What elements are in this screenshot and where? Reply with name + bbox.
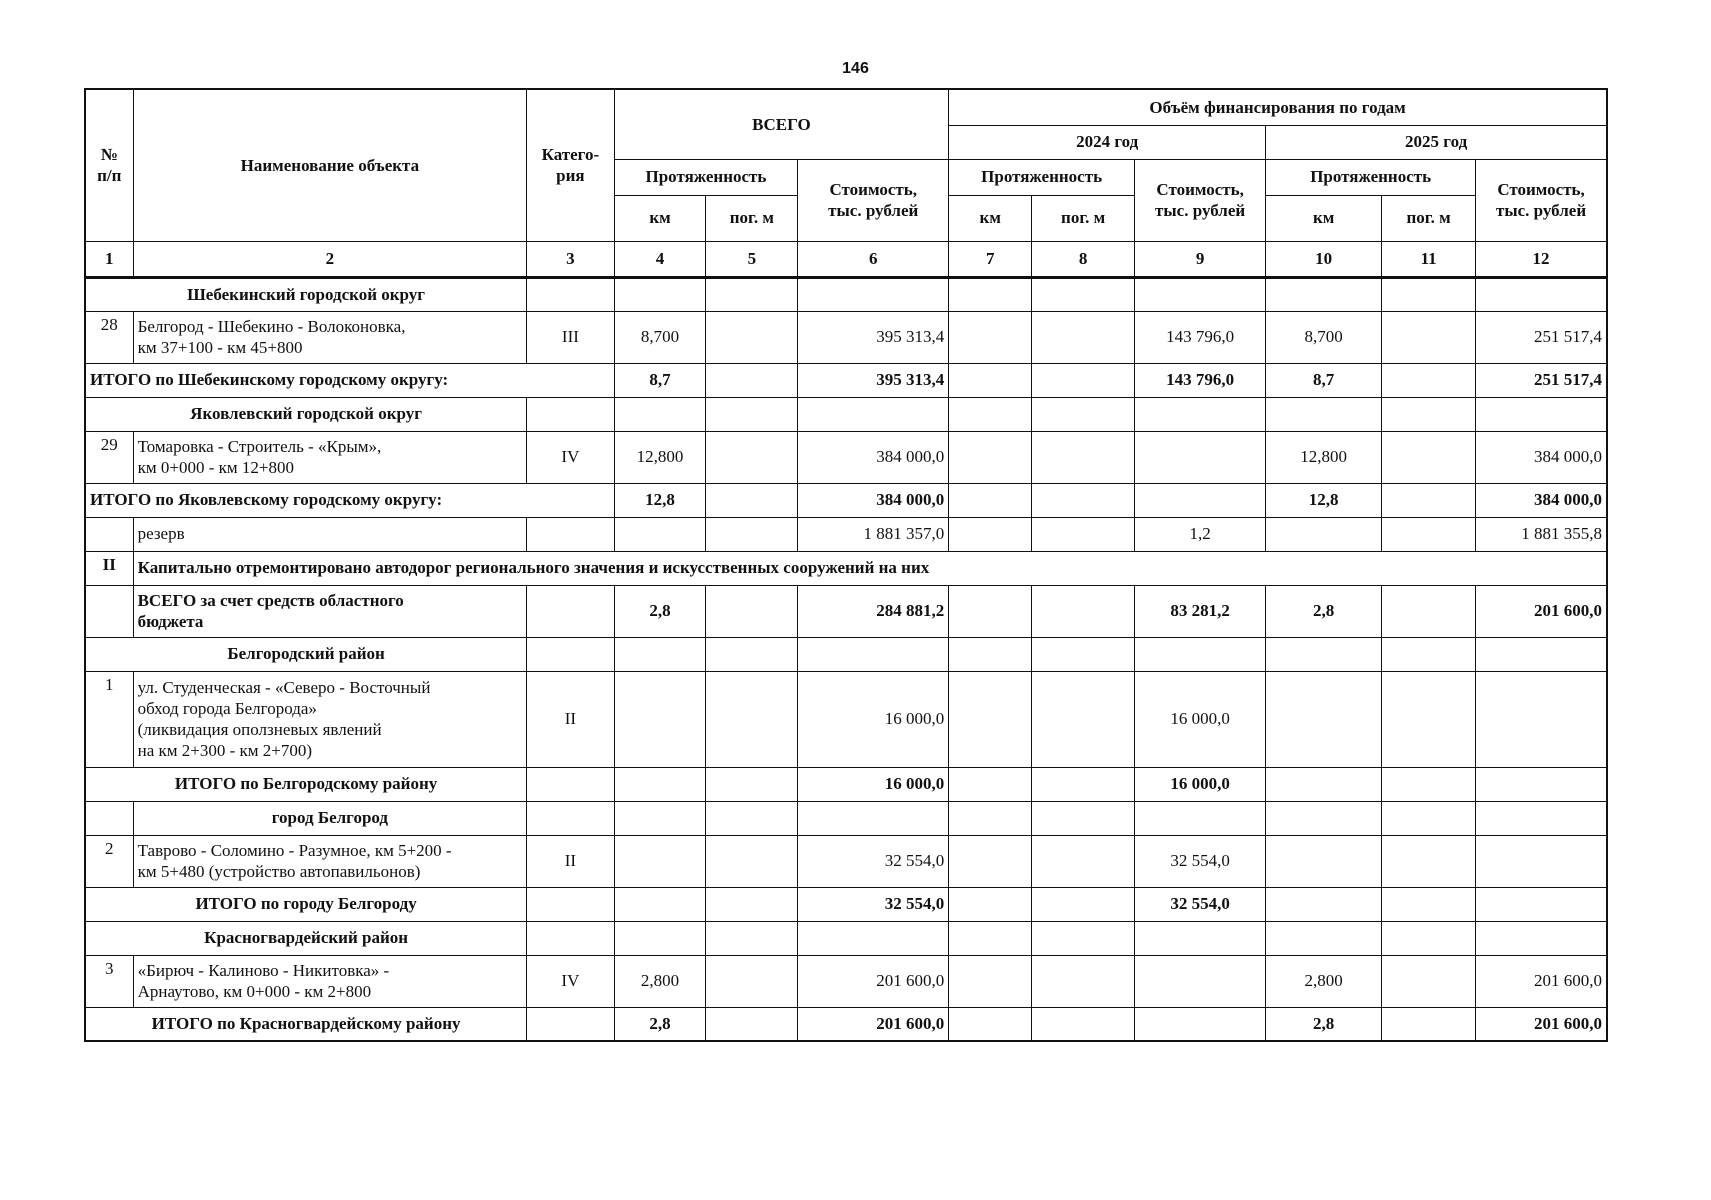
cost-2025: 201 600,0 (1476, 955, 1607, 1007)
header-total-length: Протяженность (614, 159, 798, 195)
total-row (85, 767, 1607, 801)
financing-table (84, 88, 1608, 1042)
empty-cell (1476, 801, 1607, 835)
empty-cell (949, 277, 1032, 311)
col-index: 9 (1135, 241, 1266, 277)
km-2024 (949, 887, 1032, 921)
total-pog-m (706, 585, 798, 637)
section-row (85, 551, 1607, 585)
row-number: 2 (85, 835, 133, 887)
km-2025: 2,800 (1266, 955, 1382, 1007)
empty-cell (1266, 921, 1382, 955)
section-title: Капитально отремонтировано автодорог регионального значения и искусственных сооружений на них (133, 551, 1607, 585)
total-row (85, 483, 1607, 517)
empty-cell (1476, 921, 1607, 955)
total-row (85, 1007, 1607, 1041)
cost-2024: 32 554,0 (1135, 887, 1266, 921)
total-km: 12,800 (614, 431, 706, 483)
cost-2025: 201 600,0 (1476, 1007, 1607, 1041)
district-row (85, 921, 1607, 955)
header-category: Катего- рия (527, 89, 614, 241)
header-year-2024: 2024 год (949, 125, 1266, 159)
empty-cell (706, 921, 798, 955)
category: III (527, 311, 614, 363)
empty-cell (1382, 921, 1476, 955)
km-2024 (949, 671, 1032, 767)
total-label: ИТОГО по Яковлевскому городскому округу: (85, 483, 614, 517)
pog-m-2024 (1032, 767, 1135, 801)
grand-total-row (85, 585, 1607, 637)
empty-cell (1032, 637, 1135, 671)
table-body (85, 277, 1607, 1041)
cost-2025 (1476, 887, 1607, 921)
district-row (85, 397, 1607, 431)
km-2025 (1266, 767, 1382, 801)
empty-cell (85, 801, 133, 835)
object-name: Томаровка - Строитель - «Крым», км 0+000 - км 12+800 (133, 431, 527, 483)
empty-cell (1266, 397, 1382, 431)
total-km: 2,8 (614, 1007, 706, 1041)
financing-table-wrapper (84, 88, 1608, 1042)
pog-m-2024 (1032, 363, 1135, 397)
row-number: 3 (85, 955, 133, 1007)
pog-m-2025 (1382, 1007, 1476, 1041)
district-name: Шебекинский городской округ (85, 277, 527, 311)
total-pog-m (706, 1007, 798, 1041)
km-2024 (949, 311, 1032, 363)
cost-2024 (1135, 955, 1266, 1007)
section-number: II (85, 551, 133, 585)
km-2025: 2,8 (1266, 1007, 1382, 1041)
header-funding-by-years: Объём финансирования по годам (949, 89, 1607, 125)
cost-2025: 1 881 355,8 (1476, 517, 1607, 551)
pog-m-2025 (1382, 671, 1476, 767)
total-km (614, 517, 706, 551)
total-pog-m (706, 517, 798, 551)
header-name: Наименование объекта (133, 89, 527, 241)
col-index: 10 (1266, 241, 1382, 277)
pog-m-2025 (1382, 483, 1476, 517)
empty-cell (527, 637, 614, 671)
col-index: 6 (798, 241, 949, 277)
empty-cell (706, 277, 798, 311)
total-pog-m (706, 431, 798, 483)
total-cost: 384 000,0 (798, 483, 949, 517)
cost-2025: 251 517,4 (1476, 363, 1607, 397)
col-index: 8 (1032, 241, 1135, 277)
total-km: 8,700 (614, 311, 706, 363)
category (527, 887, 614, 921)
table-row (85, 835, 1607, 887)
empty-cell (1032, 397, 1135, 431)
row-number (85, 585, 133, 637)
total-cost: 384 000,0 (798, 431, 949, 483)
header-total-pog-m: пог. м (706, 195, 798, 241)
cost-2024: 143 796,0 (1135, 363, 1266, 397)
empty-cell (1135, 801, 1266, 835)
km-2025 (1266, 517, 1382, 551)
header-total-cost: Стоимость, тыс. рублей (798, 159, 949, 241)
category (527, 585, 614, 637)
km-2024 (949, 835, 1032, 887)
empty-cell (1135, 397, 1266, 431)
empty-cell (1266, 801, 1382, 835)
cost-2024: 32 554,0 (1135, 835, 1266, 887)
col-index: 7 (949, 241, 1032, 277)
empty-cell (1135, 921, 1266, 955)
total-pog-m (706, 955, 798, 1007)
empty-cell (1382, 637, 1476, 671)
total-pog-m (706, 767, 798, 801)
grand-total-label: ВСЕГО за счет средств областного бюджета (133, 585, 527, 637)
total-km: 2,8 (614, 585, 706, 637)
km-2024 (949, 585, 1032, 637)
empty-cell (1476, 397, 1607, 431)
col-index: 4 (614, 241, 706, 277)
object-name: «Бирюч - Калиново - Никитовка» - Арнаутово, км 0+000 - км 2+800 (133, 955, 527, 1007)
cost-2025: 384 000,0 (1476, 431, 1607, 483)
empty-cell (798, 801, 949, 835)
pog-m-2025 (1382, 887, 1476, 921)
km-2025 (1266, 835, 1382, 887)
total-km: 12,8 (614, 483, 706, 517)
empty-cell (1135, 277, 1266, 311)
district-name: Яковлевский городской округ (85, 397, 527, 431)
total-pog-m (706, 835, 798, 887)
header-2024-cost: Стоимость, тыс. рублей (1135, 159, 1266, 241)
column-index-row (85, 241, 1607, 277)
total-km (614, 887, 706, 921)
pog-m-2025 (1382, 431, 1476, 483)
table-row (85, 955, 1607, 1007)
header-total-km: км (614, 195, 706, 241)
total-cost: 16 000,0 (798, 671, 949, 767)
empty-cell (527, 277, 614, 311)
empty-cell (706, 397, 798, 431)
km-2024 (949, 483, 1032, 517)
empty-cell (706, 637, 798, 671)
cost-2024: 143 796,0 (1135, 311, 1266, 363)
header-2024-pog-m: пог. м (1032, 195, 1135, 241)
cost-2024: 1,2 (1135, 517, 1266, 551)
category: II (527, 835, 614, 887)
cost-2025 (1476, 835, 1607, 887)
total-label: ИТОГО по Белгородскому району (85, 767, 527, 801)
pog-m-2025 (1382, 835, 1476, 887)
cost-2025: 384 000,0 (1476, 483, 1607, 517)
km-2024 (949, 363, 1032, 397)
pog-m-2024 (1032, 835, 1135, 887)
header-2025-pog-m: пог. м (1382, 195, 1476, 241)
cost-2024: 83 281,2 (1135, 585, 1266, 637)
object-name: резерв (133, 517, 527, 551)
pog-m-2024 (1032, 311, 1135, 363)
col-index: 1 (85, 241, 133, 277)
category: IV (527, 431, 614, 483)
total-row (85, 887, 1607, 921)
empty-cell (949, 921, 1032, 955)
object-name: Белгород - Шебекино - Волоконовка, км 37+100 - км 45+800 (133, 311, 527, 363)
row-number: 29 (85, 431, 133, 483)
row-number: 1 (85, 671, 133, 767)
category (527, 517, 614, 551)
total-row (85, 363, 1607, 397)
cost-2025 (1476, 767, 1607, 801)
total-cost: 395 313,4 (798, 311, 949, 363)
empty-cell (614, 921, 706, 955)
pog-m-2024 (1032, 887, 1135, 921)
cost-2024 (1135, 1007, 1266, 1041)
empty-cell (798, 921, 949, 955)
header-year-2025: 2025 год (1266, 125, 1607, 159)
km-2025 (1266, 887, 1382, 921)
total-pog-m (706, 311, 798, 363)
pog-m-2025 (1382, 311, 1476, 363)
total-pog-m (706, 671, 798, 767)
empty-cell (527, 921, 614, 955)
object-name: ул. Студенческая - «Северо - Восточный обход города Белгорода» (ликвидация оползневых явлений на км 2+300 - км 2+700) (133, 671, 527, 767)
km-2025: 12,8 (1266, 483, 1382, 517)
table-header (85, 89, 1607, 277)
km-2025 (1266, 671, 1382, 767)
pog-m-2024 (1032, 517, 1135, 551)
cost-2025 (1476, 671, 1607, 767)
empty-cell (706, 801, 798, 835)
empty-cell (1382, 397, 1476, 431)
empty-cell (614, 397, 706, 431)
empty-cell (1032, 921, 1135, 955)
category: IV (527, 955, 614, 1007)
pog-m-2025 (1382, 585, 1476, 637)
empty-cell (614, 637, 706, 671)
empty-cell (527, 801, 614, 835)
total-pog-m (706, 887, 798, 921)
reserve-row (85, 517, 1607, 551)
total-pog-m (706, 363, 798, 397)
km-2025: 8,7 (1266, 363, 1382, 397)
district-row (85, 801, 1607, 835)
cost-2024: 16 000,0 (1135, 767, 1266, 801)
empty-cell (1476, 277, 1607, 311)
km-2024 (949, 767, 1032, 801)
empty-cell (949, 637, 1032, 671)
header-total: ВСЕГО (614, 89, 949, 159)
total-cost: 32 554,0 (798, 887, 949, 921)
col-index: 12 (1476, 241, 1607, 277)
empty-cell (798, 637, 949, 671)
cost-2024 (1135, 431, 1266, 483)
total-label: ИТОГО по Красногвардейскому району (85, 1007, 527, 1041)
page-number: 146 (842, 60, 869, 77)
header-2024-km: км (949, 195, 1032, 241)
total-label: ИТОГО по Шебекинскому городскому округу: (85, 363, 614, 397)
header-2025-km: км (1266, 195, 1382, 241)
pog-m-2025 (1382, 955, 1476, 1007)
empty-cell (798, 397, 949, 431)
category (527, 1007, 614, 1041)
district-row (85, 277, 1607, 311)
header-num: № п/п (85, 89, 133, 241)
object-name: Таврово - Соломино - Разумное, км 5+200 - км 5+480 (устройство автопавильонов) (133, 835, 527, 887)
pog-m-2025 (1382, 767, 1476, 801)
category (527, 767, 614, 801)
total-km: 2,800 (614, 955, 706, 1007)
total-cost: 16 000,0 (798, 767, 949, 801)
total-cost: 201 600,0 (798, 1007, 949, 1041)
pog-m-2025 (1382, 363, 1476, 397)
header-2025-length: Протяженность (1266, 159, 1476, 195)
total-km (614, 671, 706, 767)
header-2024-length: Протяженность (949, 159, 1135, 195)
pog-m-2024 (1032, 1007, 1135, 1041)
km-2025: 8,700 (1266, 311, 1382, 363)
empty-cell (949, 397, 1032, 431)
empty-cell (1032, 801, 1135, 835)
km-2024 (949, 1007, 1032, 1041)
empty-cell (1032, 277, 1135, 311)
total-cost: 395 313,4 (798, 363, 949, 397)
total-pog-m (706, 483, 798, 517)
empty-cell (614, 801, 706, 835)
table-row (85, 431, 1607, 483)
empty-cell (1382, 801, 1476, 835)
pog-m-2024 (1032, 431, 1135, 483)
km-2025: 12,800 (1266, 431, 1382, 483)
pog-m-2025 (1382, 517, 1476, 551)
col-index: 5 (706, 241, 798, 277)
total-cost: 1 881 357,0 (798, 517, 949, 551)
district-name: Белгородский район (85, 637, 527, 671)
total-label: ИТОГО по городу Белгороду (85, 887, 527, 921)
total-cost: 284 881,2 (798, 585, 949, 637)
empty-cell (798, 277, 949, 311)
empty-cell (614, 277, 706, 311)
total-km (614, 835, 706, 887)
col-index: 2 (133, 241, 527, 277)
cost-2025: 251 517,4 (1476, 311, 1607, 363)
row-number (85, 517, 133, 551)
empty-cell (1135, 637, 1266, 671)
row-number: 28 (85, 311, 133, 363)
empty-cell (1266, 277, 1382, 311)
empty-cell (949, 801, 1032, 835)
empty-cell (1382, 277, 1476, 311)
district-row (85, 637, 1607, 671)
total-km (614, 767, 706, 801)
km-2024 (949, 431, 1032, 483)
total-cost: 201 600,0 (798, 955, 949, 1007)
col-index: 3 (527, 241, 614, 277)
pog-m-2024 (1032, 671, 1135, 767)
cost-2025: 201 600,0 (1476, 585, 1607, 637)
total-km: 8,7 (614, 363, 706, 397)
empty-cell (527, 397, 614, 431)
category: II (527, 671, 614, 767)
table-row (85, 311, 1607, 363)
cost-2024: 16 000,0 (1135, 671, 1266, 767)
pog-m-2024 (1032, 955, 1135, 1007)
header-2025-cost: Стоимость, тыс. рублей (1476, 159, 1607, 241)
km-2024 (949, 517, 1032, 551)
km-2025: 2,8 (1266, 585, 1382, 637)
cost-2024 (1135, 483, 1266, 517)
col-index: 11 (1382, 241, 1476, 277)
km-2024 (949, 955, 1032, 1007)
empty-cell (1476, 637, 1607, 671)
table-row (85, 671, 1607, 767)
pog-m-2024 (1032, 585, 1135, 637)
district-name: Красногвардейский район (85, 921, 527, 955)
pog-m-2024 (1032, 483, 1135, 517)
empty-cell (1266, 637, 1382, 671)
district-name: город Белгород (133, 801, 527, 835)
total-cost: 32 554,0 (798, 835, 949, 887)
